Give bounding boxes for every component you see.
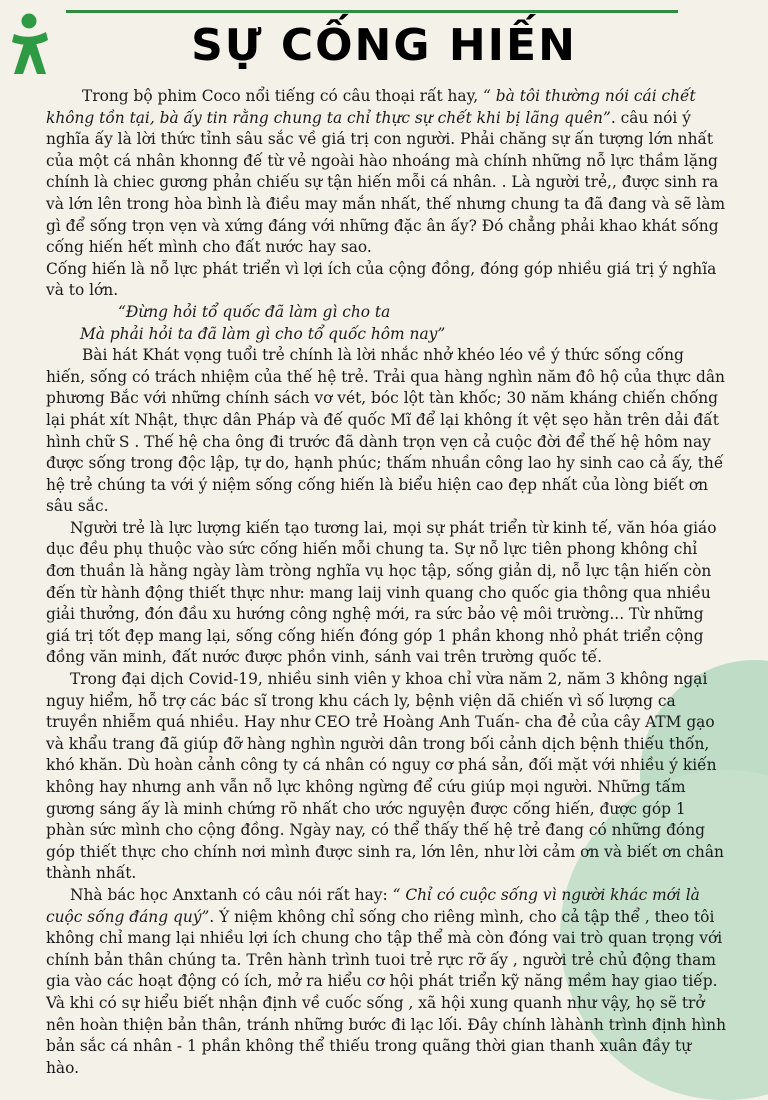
paragraph-text: . câu nói ý nghĩa ấy là lời thức tỉnh sâu sắc về giá trị con người. Phải chăng sự ấn tượng lớn nhất của một cá nhân khonng đế từ vẻ ngoài hào nhoáng mà chính những nỗ lực thầm lặng chính là chiec gương phản chiếu sự tận hiến mỗi cá nhân. . Là người trẻ,, được sinh ra và lớn lên trong hòa bình là điều may mắn nhất, thế nhưng chung ta đã đang và sẽ làm gì để sống trọn vẹn và xứng đáng với những đặc ân ấy? Đó chẳng phải khao khát sống cống hiến hết mình cho đất nước hay sao. bbox=[46, 108, 726, 257]
paragraph-intro bbox=[46, 86, 726, 259]
paragraph-youth: Người trẻ là lực lượng kiến tạo tương lai, mọi sự phát triển từ kinh tế, văn hóa giáo dục đều phụ thuộc vào sức cống hiến mỗi chung ta. Sự nỗ lực tiên phong không chỉ đơn thuần là hằng ngày làm tròng nghĩa vụ học tập, sống giản dị, nỗ lực tận hiến còn đến từ hành động thiết thực như: mang laij vinh quang cho quốc gia thông qua nhiều giải thưởng, đón đầu xu hướng công nghệ mới, ra sức bảo vệ môi trường... Từ những giá trị tốt đẹp mang lại, sống cống hiến đóng góp 1 phần khong nhỏ phát triển cộng đồng văn minh, đất nước được phồn vinh, sánh vai trên trường quốc tế. bbox=[46, 518, 717, 667]
song-quote-line-1: “Đừng hỏi tổ quốc đã làm gì cho ta bbox=[118, 302, 391, 321]
paragraph-text: . Ý niệm không chỉ sống cho riêng mình, cho cả tập thể , theo tôi không chỉ mang lại nhiều lợi ích chung cho tập thể mà còn đóng vai trò quan trọng với chính bản thân chúng ta. Trên hành trình tuoi trẻ rực rỡ ấy , người trẻ chủ động tham gia vào các hoạt động có ích, mở ra hiểu cơ hội phát triển kỹ năng mềm hay giao tiếp. Và khi có sự hiểu biết nhận định về cuốc sống , xã hội xung quanh như vậy, họ sẽ trở nên hoàn thiện bản thân, tránh những bước đi lạc lối. Đây chính làhành trình định hình bản sắc cá nhân - 1 phần không thể thiếu trong quãng thời gian thanh xuân đầy tự hào. bbox=[46, 907, 726, 1077]
paragraph-history: Bài hát Khát vọng tuổi trẻ chính là lời nhắc nhở khéo léo về ý thức sống cống hiến, sống có trách nhiệm của thế hệ trẻ. Trải qua hàng nghìn năm đô hộ của thực dân phương Bắc với những chính sách vơ vét, bóc lột tàn khốc; 30 năm kháng chiến chống lại phát xít Nhật, thực dân Pháp và đế quốc Mĩ để lại không ít vệt sẹo hằn trên dải đất hình chữ S . Thế hệ cha ông đi trước đã dành trọn vẹn cả cuộc đời để thế hệ hôm nay được sống trong độc lập, tự do, hạnh phúc; thấm nhuần công lao hy sinh cao cả ấy, thế hệ trẻ chúng ta với ý niệm sống cống hiến là biểu hiện cao đẹp nhất của lòng biết ơn sâu sắc. bbox=[46, 346, 725, 516]
header-rule bbox=[66, 10, 678, 13]
einstein-quote: “ Chỉ có cuộc sống vì người khác mới là cuộc sống đáng quý” bbox=[46, 885, 700, 926]
paragraph-definition: Cống hiến là nỗ lực phát triển vì lợi ích của cộng đồng, đóng góp nhiều giá trị ý nghĩa và to lớn. bbox=[46, 259, 717, 300]
song-quote-line-2: Mà phải hỏi ta đã làm gì cho tổ quốc hôm nay” bbox=[80, 324, 446, 343]
coco-quote: “ bà tôi thường nói cái chết không tồn tại, bà ấy tin rằng chung ta chỉ thực sự chết khi bị lãng quên” bbox=[46, 87, 696, 127]
paragraph-covid: Trong đại dịch Covid-19, nhiều sinh viên y khoa chỉ vừa năm 2, năm 3 không ngại nguy hiểm, hỗ trợ các bác sĩ trong khu cách ly, bệnh viện dã chiến vì số lượng ca truyền nhiễm quá nhiều. Hay như CEO trẻ Hoàng Anh Tuấn- cha đẻ của cây ATM gạo và khẩu trang đã giúp đỡ hàng nghìn người dân trong bối cảnh dịch bệnh thiếu thốn, khó khăn. Dù hoàn cảnh công ty cá nhân có nguy cơ phá sản, đối mặt với nhiều ý kiến không hay nhưng anh vẫn nỗ lực không ngừng để cứu giúp mọi người. Những tấm gương sáng ấy là minh chứng rõ nhất cho ước nguyện được cống hiến, được góp 1 phàn sức mình cho cộng đồng. Ngày nay, có thể thấy thế hệ trẻ đang có những đóng góp thiết thực cho chính nơi mình được sinh ra, lớn lên, như lời cảm ơn và biết ơn chân thành nhất. bbox=[46, 670, 724, 883]
essay-body bbox=[46, 86, 726, 1079]
page-title: SỰ CỐNG HIẾN bbox=[191, 20, 577, 71]
paragraph-text: Trong bộ phim Coco nổi tiếng có câu thoại rất hay, bbox=[82, 87, 484, 105]
paragraph-conclusion bbox=[46, 885, 726, 1079]
paragraph-text: Nhà bác học Anxtanh có câu nói rất hay: bbox=[70, 885, 393, 904]
